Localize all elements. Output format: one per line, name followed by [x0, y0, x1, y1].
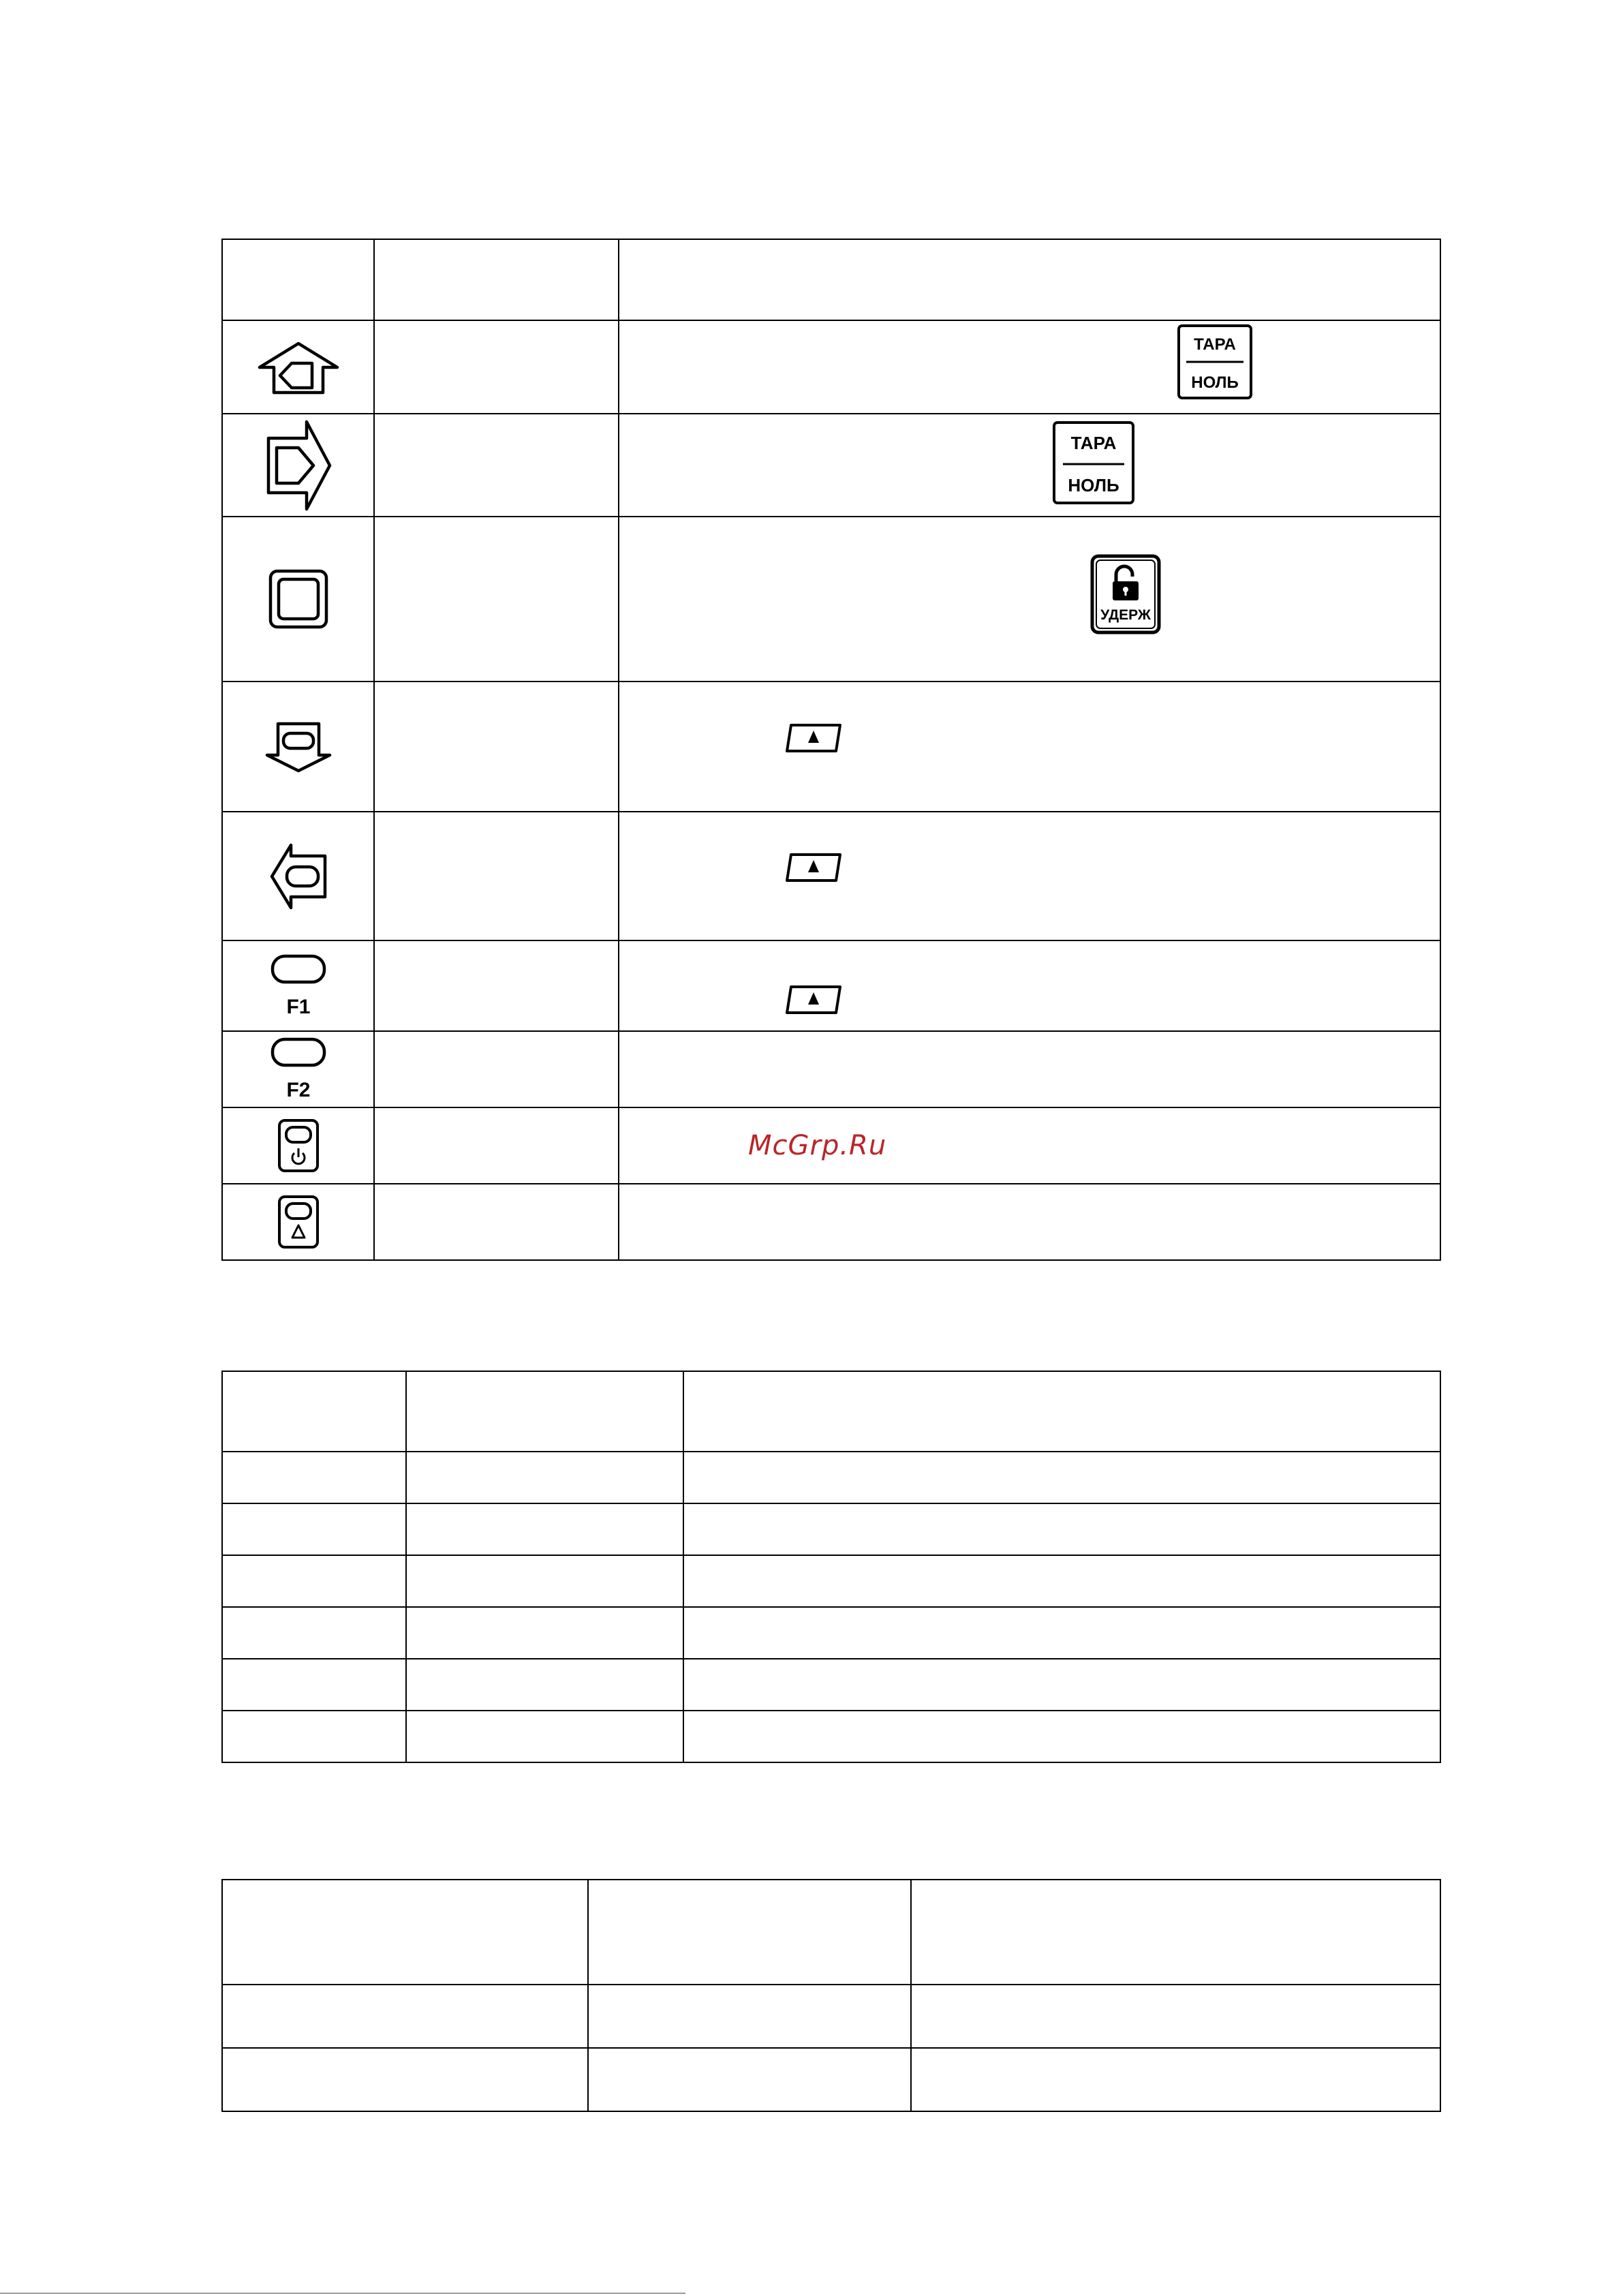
cell — [911, 1985, 1440, 2048]
header-cell — [222, 239, 374, 320]
cell — [588, 2048, 911, 2111]
up-triangle-key-icon — [277, 1195, 320, 1249]
function-cell — [374, 320, 619, 414]
description-cell — [619, 940, 1440, 1031]
table-row — [222, 320, 1440, 414]
cell — [406, 1711, 683, 1762]
icon-cell — [222, 812, 374, 940]
cell — [406, 1659, 683, 1711]
table-three — [221, 1879, 1441, 2112]
cell — [222, 1452, 406, 1503]
cell — [683, 1607, 1440, 1659]
header-cell — [619, 239, 1440, 320]
nol-label: НОЛЬ — [1068, 475, 1119, 495]
power-key-icon — [277, 1118, 320, 1173]
cell — [406, 1555, 683, 1607]
function-cell — [374, 517, 619, 682]
hold-key-icon — [268, 568, 329, 630]
description-cell — [619, 812, 1440, 940]
table-header-row — [222, 1371, 1440, 1452]
table-row — [222, 1031, 1440, 1107]
function-cell — [374, 940, 619, 1031]
description-cell — [619, 1031, 1440, 1107]
f2-label: F2 — [285, 1079, 311, 1101]
function-cell — [374, 1107, 619, 1184]
table-row — [222, 1711, 1440, 1762]
description-cell — [619, 517, 1440, 682]
cell — [406, 1607, 683, 1659]
description-cell — [619, 682, 1440, 812]
table-row — [222, 940, 1440, 1031]
description-cell — [619, 1107, 1440, 1184]
table-row — [222, 1503, 1440, 1555]
header-cell — [683, 1371, 1440, 1452]
function-cell — [374, 812, 619, 940]
table-header-row — [222, 239, 1440, 320]
table-row — [222, 1184, 1440, 1260]
down-arrow-key-icon — [264, 721, 333, 773]
table-row — [222, 1452, 1440, 1503]
function-cell — [374, 414, 619, 517]
table-row — [222, 812, 1440, 940]
nol-label: НОЛЬ — [1191, 373, 1239, 392]
up-arrow-small-key-icon — [784, 984, 843, 1015]
table-row — [222, 1985, 1440, 2048]
cell — [683, 1659, 1440, 1711]
uderzh-label: УДЕРЖ — [1100, 607, 1151, 623]
tara-label: ТАРА — [1070, 433, 1117, 453]
key-functions-table — [221, 239, 1441, 1261]
table-row — [222, 682, 1440, 812]
cell — [406, 1452, 683, 1503]
table-row — [222, 1555, 1440, 1607]
header-cell — [222, 1371, 406, 1452]
tara-nol-key-icon — [1052, 420, 1135, 505]
cell — [222, 1659, 406, 1711]
cell — [683, 1503, 1440, 1555]
up-arrow-small-key-icon — [784, 722, 843, 754]
watermark-text: McGrp.Ru — [748, 1130, 887, 1161]
up-arrow-small-key-icon — [784, 852, 843, 883]
table-row — [222, 1607, 1440, 1659]
icon-cell — [222, 682, 374, 812]
table-row — [222, 1659, 1440, 1711]
cell — [683, 1452, 1440, 1503]
f1-label: F1 — [285, 995, 311, 1018]
table-row — [222, 517, 1440, 682]
f1-key-icon — [270, 953, 327, 1019]
description-cell — [619, 320, 1440, 414]
f2-key-icon — [270, 1037, 327, 1102]
cell — [406, 1503, 683, 1555]
icon-cell — [222, 320, 374, 414]
cell — [222, 1607, 406, 1659]
footer-rule — [0, 2293, 685, 2294]
cell — [911, 2048, 1440, 2111]
icon-cell — [222, 940, 374, 1031]
function-cell — [374, 1184, 619, 1260]
cell — [683, 1555, 1440, 1607]
header-cell — [911, 1880, 1440, 1985]
tare-up-arrow-key-icon — [254, 340, 343, 395]
icon-cell — [222, 1184, 374, 1260]
icon-cell — [222, 1031, 374, 1107]
cell — [683, 1711, 1440, 1762]
table-row — [222, 414, 1440, 517]
description-cell — [619, 414, 1440, 517]
table-two — [221, 1371, 1441, 1763]
header-cell — [374, 239, 619, 320]
tara-nol-key-icon — [1177, 324, 1253, 400]
icon-cell — [222, 517, 374, 682]
zero-right-arrow-key-icon — [264, 419, 333, 512]
table-header-row — [222, 1880, 1440, 1985]
description-cell — [619, 1184, 1440, 1260]
icon-cell — [222, 414, 374, 517]
cell — [222, 1985, 588, 2048]
cell — [588, 1985, 911, 2048]
icon-cell — [222, 1107, 374, 1184]
header-cell — [588, 1880, 911, 1985]
cell — [222, 1503, 406, 1555]
cell — [222, 1711, 406, 1762]
left-arrow-key-icon — [269, 842, 328, 910]
header-cell — [406, 1371, 683, 1452]
cell — [222, 1555, 406, 1607]
function-cell — [374, 682, 619, 812]
header-cell — [222, 1880, 588, 1985]
uderzh-key-icon — [1090, 554, 1161, 634]
cell — [222, 2048, 588, 2111]
tara-label: ТАРА — [1194, 335, 1236, 354]
table-row — [222, 2048, 1440, 2111]
function-cell — [374, 1031, 619, 1107]
